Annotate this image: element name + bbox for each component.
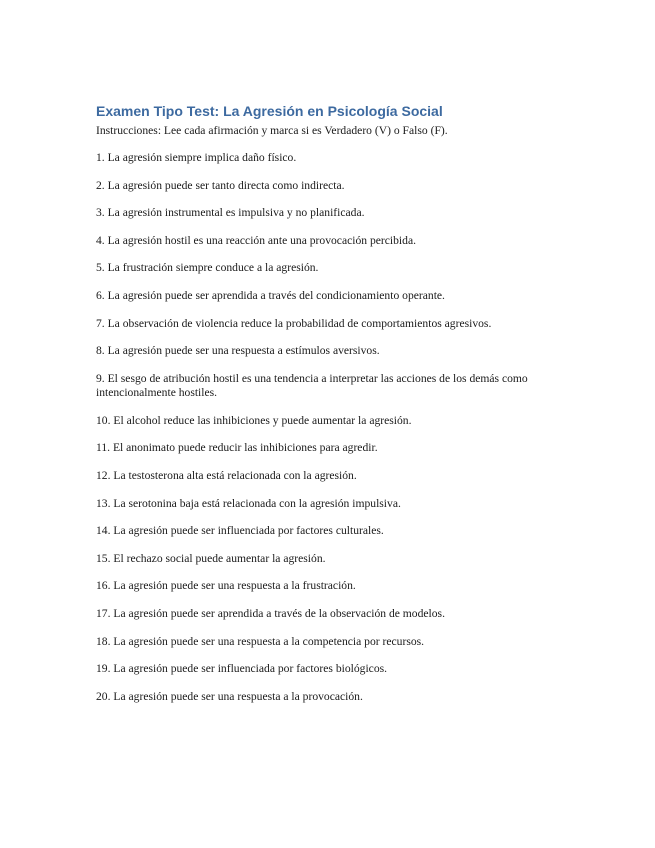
question-1: 1. La agresión siempre implica daño físico.	[96, 151, 297, 164]
question-19: 19. La agresión puede ser influenciada por factores biológicos.	[96, 662, 388, 676]
question-2: 2. La agresión puede ser tanto directa como indirecta.	[96, 178, 345, 192]
question-10: 10. El alcohol reduce las inhibiciones y puede aumentar la agresión.	[96, 413, 412, 427]
question-11: 11. El anonimato puede reducir las inhibiciones para agredir.	[96, 441, 378, 455]
question-13: 13. La serotonina baja está relacionada con la agresión impulsiva.	[96, 496, 401, 510]
question-14: 14. La agresión puede ser influenciada por factores culturales.	[96, 524, 384, 538]
question-5: 5. La frustración siempre conduce a la agresión.	[96, 261, 319, 275]
question-17: 17. La agresión puede ser aprendida a través de la observación de modelos.	[96, 607, 445, 620]
question-6: 6. La agresión puede ser aprendida a través del condicionamiento operante.	[96, 288, 445, 302]
question-16: 16. La agresión puede ser una respuesta a la frustración.	[96, 579, 356, 593]
instructions-text: Instrucciones: Lee cada afirmación y marca si es Verdadero (V) o Falso (F).	[96, 124, 448, 137]
question-4: 4. La agresión hostil es una reacción ante una provocación percibida.	[96, 233, 416, 247]
question-list	[96, 151, 566, 704]
question-9: 9. El sesgo de atribución hostil es una tendencia a interpretar las acciones de los demás como intencionalmente hostiles.	[96, 371, 528, 400]
question-15: 15. El rechazo social puede aumentar la agresión.	[96, 551, 326, 565]
question-12: 12. La testosterona alta está relacionada con la agresión.	[96, 469, 357, 483]
question-18: 18. La agresión puede ser una respuesta a la competencia por recursos.	[96, 634, 425, 648]
question-8: 8. La agresión puede ser una respuesta a estímulos aversivos.	[96, 344, 380, 358]
question-3: 3. La agresión instrumental es impulsiva y no planificada.	[96, 206, 365, 220]
document-body	[96, 102, 566, 717]
question-20: 20. La agresión puede ser una respuesta a la provocación.	[96, 689, 363, 703]
document-title: Examen Tipo Test: La Agresión en Psicología Social	[96, 103, 443, 119]
question-7: 7. La observación de violencia reduce la probabilidad de comportamientos agresivos.	[96, 316, 492, 330]
